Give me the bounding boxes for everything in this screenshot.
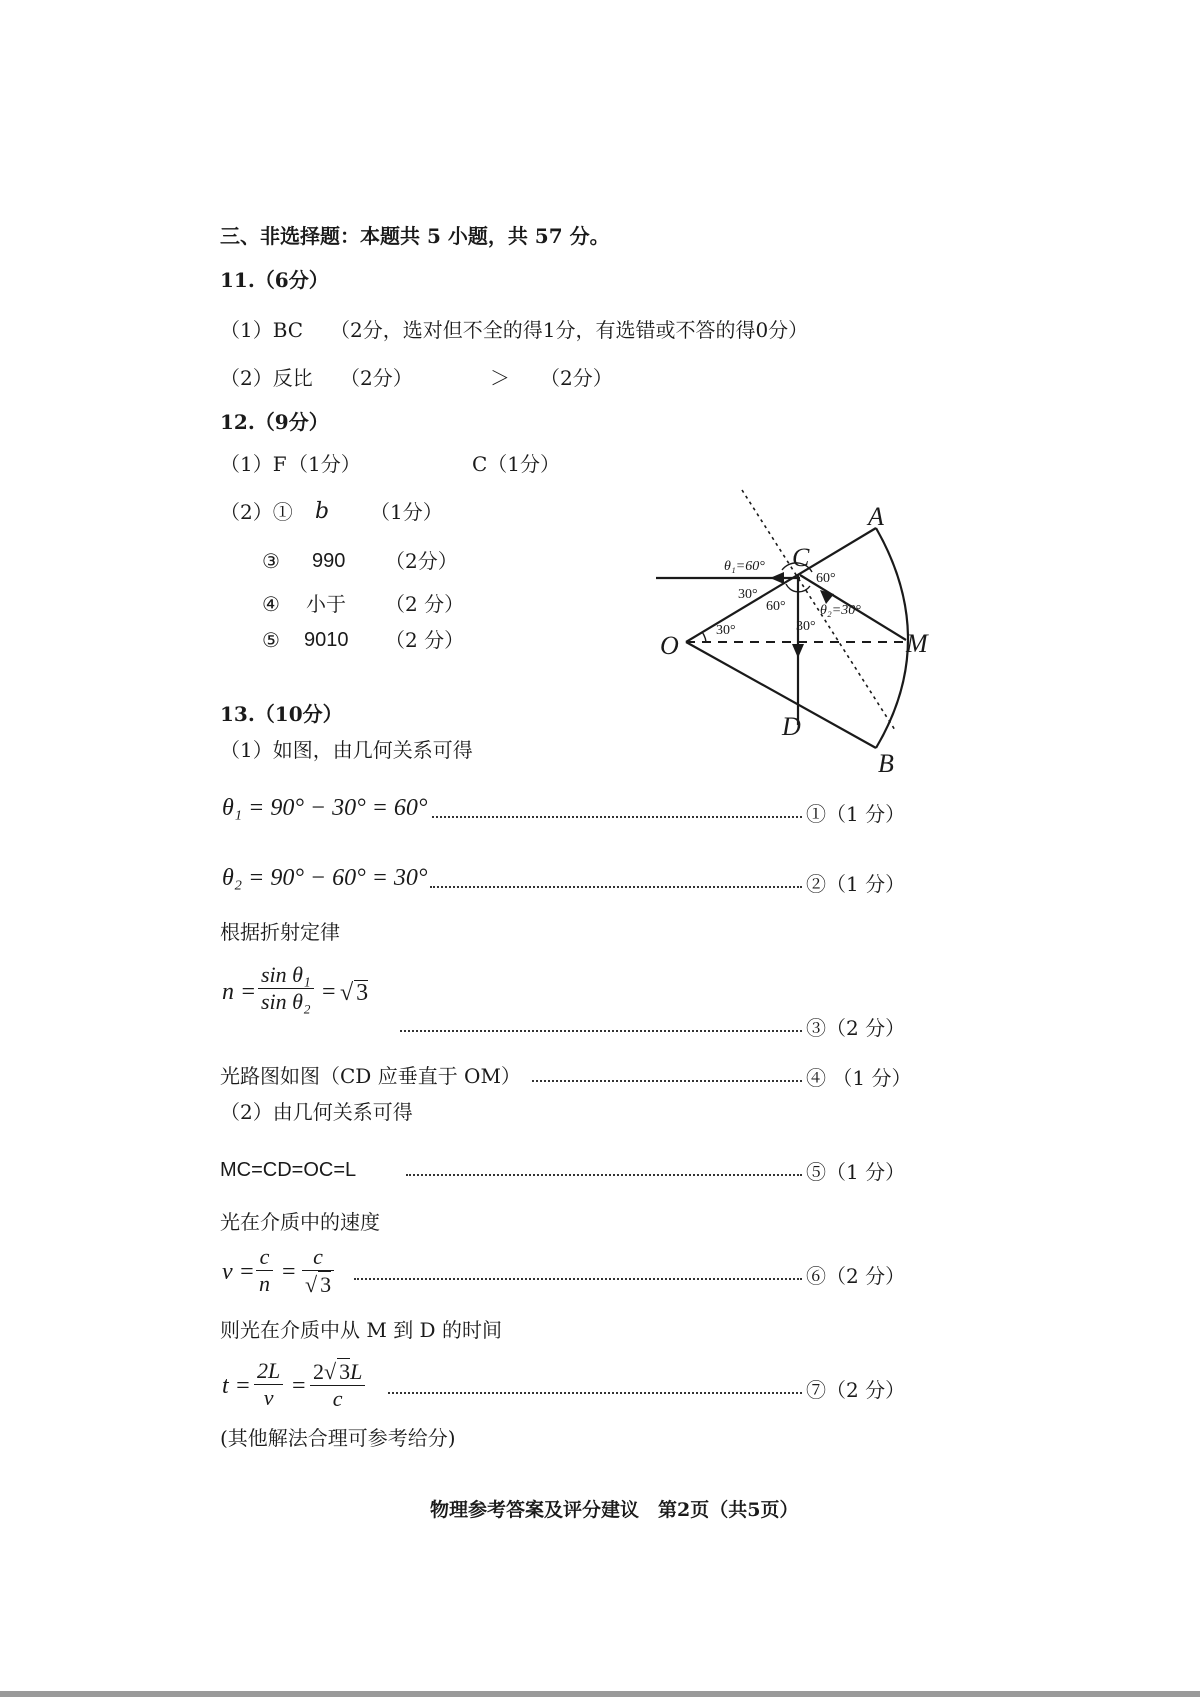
q11-part2-score-a: （2分） (340, 366, 413, 390)
equation-3-numerator: sin θ₁ (261, 962, 311, 987)
q11-header: 11.（6分） (220, 268, 329, 292)
label-C: C (792, 543, 810, 572)
equation-7-fraction-1: 2L v (254, 1358, 283, 1411)
other-solutions-note: (其他解法合理可参考给分) (220, 1426, 456, 1450)
leader-dots-7 (388, 1392, 802, 1394)
label-angle-60-right: 60° (816, 571, 836, 586)
q12-part2-answer: b (315, 499, 330, 524)
label-theta2: θ₂=30° (820, 603, 861, 618)
label-O: O (660, 631, 679, 660)
ray-arrowhead-up (820, 590, 834, 604)
light-path-mark: ④ （1 分） (806, 1066, 912, 1090)
leader-dots-1 (432, 816, 802, 818)
equation-3-rhs: √ 3 (340, 980, 369, 1006)
optics-diagram (640, 480, 960, 780)
page-footer: 物理参考答案及评分建议 第2页（共5页） (430, 1499, 799, 1521)
ray-arrowhead-down (792, 644, 804, 658)
equation-3-mark: ③（2 分） (806, 1016, 906, 1040)
equation-6-fraction-2: c √ 3 (302, 1244, 334, 1298)
radius-OB (686, 642, 876, 748)
equation-6-lhs: v = (222, 1259, 255, 1285)
label-angle-30-left: 30° (738, 587, 758, 602)
label-theta1: θ₁=60° (724, 559, 765, 574)
radius-OA (686, 528, 876, 642)
label-D: D (782, 712, 801, 741)
scan-edge (0, 1691, 1200, 1697)
label-angle-30-vert: 30° (796, 619, 816, 634)
equation-2-mark: ②（1 分） (806, 872, 906, 896)
light-path-note: 光路图如图（CD 应垂直于 OM） (220, 1064, 521, 1088)
q13-part1-intro: （1）如图，由几何关系可得 (220, 738, 473, 762)
leader-dots-5 (406, 1174, 802, 1176)
leader-dots-4 (532, 1080, 802, 1082)
q12-item5-score: （2 分） (385, 628, 465, 652)
section-heading: 三、非选择题：本题共 5 小题，共 57 分。 (220, 224, 610, 248)
q11-part2-answer: （2）反比 (220, 366, 313, 390)
q12-item5-num: ⑤ (262, 628, 280, 652)
ray-arrowhead-left (770, 572, 784, 584)
equation-7-fraction-2: 2√ 3L c (310, 1358, 365, 1412)
q12-item3-answer: 990 (312, 550, 346, 572)
leader-dots-6 (354, 1278, 802, 1280)
equation-7-mark: ⑦（2 分） (806, 1378, 906, 1402)
leader-dots-3 (400, 1030, 802, 1032)
label-angle-30-O: 30° (716, 623, 736, 638)
time-intro: 则光在介质中从 M 到 D 的时间 (220, 1318, 502, 1342)
q12-part2-score: （1分） (370, 500, 443, 524)
q13-part2-intro: （2）由几何关系可得 (220, 1100, 413, 1124)
equation-6-fraction-1: c n (256, 1244, 273, 1297)
equation-1-mark: ①（1 分） (806, 802, 906, 826)
speed-intro: 光在介质中的速度 (220, 1210, 380, 1234)
q12-item4-answer: 小于 (306, 592, 346, 616)
equation-2: θ₂ = 90° − 60° = 30° (222, 865, 428, 891)
q12-item4-score: （2 分） (385, 592, 465, 616)
equation-7-lhs: t = (222, 1373, 251, 1399)
equation-3-equals: = (322, 979, 336, 1005)
q12-item4-num: ④ (262, 592, 280, 616)
equation-6-mark: ⑥（2 分） (806, 1264, 906, 1288)
label-B: B (878, 749, 894, 778)
label-A: A (868, 502, 884, 531)
equation-7-equals: = (292, 1373, 306, 1399)
equation-3-denominator: sin θ₂ (261, 989, 311, 1014)
q12-part2-index: （2）① (220, 500, 293, 524)
q11-part2-symbol: ＞ (490, 366, 510, 390)
q12-header: 12.（9分） (220, 410, 329, 434)
equation-5-mark: ⑤（1 分） (806, 1160, 906, 1184)
label-angle-60-under: 60° (766, 599, 786, 614)
label-M: M (906, 629, 928, 658)
q12-part1-score: （1分） (288, 452, 361, 476)
equation-3-fraction (258, 962, 314, 1015)
q12-part1-answer-b: C（1分） (472, 452, 561, 476)
q12-item5-answer: 9010 (304, 629, 349, 651)
q12-part1-answer: （1）F (220, 452, 287, 476)
equation-6-equals: = (282, 1259, 296, 1285)
equation-5: MC=CD=OC=L (220, 1159, 357, 1181)
q12-item3-score: （2分） (385, 549, 458, 573)
q11-part1-answer: （1）BC (220, 318, 304, 342)
refraction-law-label: 根据折射定律 (220, 920, 340, 944)
q11-part2-score-b: （2分） (540, 366, 613, 390)
leader-dots-2 (430, 886, 802, 888)
q11-part1-note: （2分，选对但不全的得1分，有选错或不答的得0分） (330, 318, 809, 342)
q12-item3-num: ③ (262, 549, 280, 573)
equation-1: θ₁ = 90° − 30° = 60° (222, 795, 428, 821)
q13-header: 13.（10分） (220, 702, 343, 726)
equation-3-lhs: n = (222, 979, 257, 1005)
